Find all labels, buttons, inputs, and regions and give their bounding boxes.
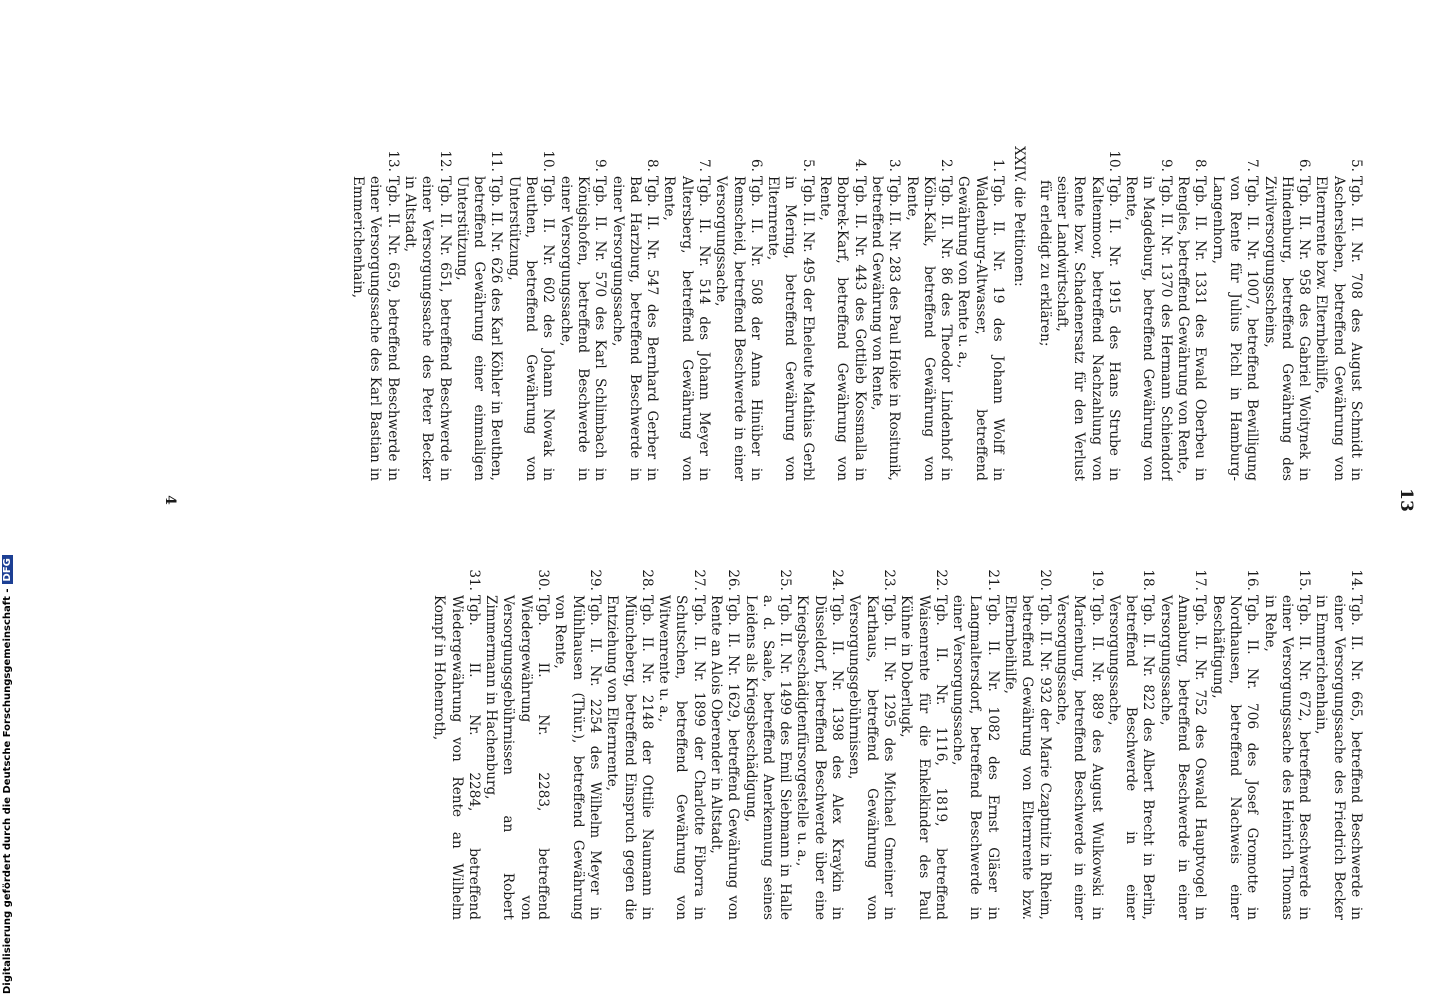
entry-text: Tgb. II. Nr. 706 des Josef Gromotte in Nordhausen, betreffend Nachweis einer Beschäftigung, (1209, 595, 1261, 920)
entry-number: 21. (984, 569, 1001, 591)
entry-number: 1. (990, 159, 1007, 172)
petition-entry (1001, 565, 1053, 920)
entry-number: 27. (690, 569, 707, 591)
entry-number: 29. (586, 569, 603, 591)
petition-entry (349, 146, 401, 481)
entry-text: Tgb. II. Nr. 508 der Anna Hinüber in Remscheid, betreffend Beschwerde in einer Versorgungssache, (713, 176, 764, 481)
entry-text: Tgb. II. Nr. 2284, betreffend Wiedergewährung von Rente an Wilhelm Kompf in Hohenroth, (431, 595, 482, 920)
entry-number: 15. (1296, 569, 1313, 591)
petition-entry (712, 146, 764, 481)
petition-entry (741, 565, 793, 920)
entry-text: Tgb. II. Nr. 1499 des Emil Siebmann in Halle a. d. Saale, betreffend Anerkennung seines Leidens als Kriegsbeschädigung, (742, 595, 794, 920)
dfg-logo: DFG (2, 555, 13, 584)
petition-entry (1174, 146, 1209, 481)
entry-number: 9. (592, 159, 609, 172)
petition-entry (868, 146, 903, 481)
right-column (204, 565, 1364, 920)
entry-number: 7. (1244, 159, 1261, 172)
petition-entry (949, 565, 1001, 920)
petition-entry (482, 565, 551, 920)
entry-text: Tgb. II. Nr. 665, betreffend Beschwerde in einer Versorgungssache des Friedrich Becker in Emmerichenhain, (1313, 595, 1364, 920)
entry-text: Tgb. II. Nr. 443 des Gottlieb Kossmalla in Bobrek-Karf, betreffend Gewährung von Rente, (817, 176, 868, 481)
entry-number: 17. (1192, 569, 1209, 591)
entry-list-before (1053, 146, 1364, 481)
entry-text: Tgb. II. Nr. 1899 der Charlotte Fiborra in Schutschen, betreffend Gewährung von Witwenrente u. a., (656, 595, 707, 920)
petition-entry (504, 146, 556, 481)
entry-text: Tgb. II. Nr. 2254 des Wilhelm Meyer in Mühlhausen (Thür.), betreffend Gewährung von Rente, (552, 595, 603, 920)
entry-text: Tgb. II. Nr. 1398 des Alex Kraykin in Düsseldorf, betreffend Beschwerde über eine Kriegsbeschädigtenfürsorgestelle u. a., (794, 595, 846, 920)
entry-text: Tgb. II. Nr. 1915 des Hans Strube in Kaltenmoor, betreffend Nachzahlung von Rente bzw. Schadenersatz für den Verlust seiner Landwirtschaft, (1053, 176, 1122, 481)
entry-text: Tgb. II. Nr. 514 des Johann Meyer in Altersberg, betreffend Gewährung von Rente, (661, 176, 713, 481)
entry-number: 10. (540, 150, 557, 172)
entry-number: 31. (465, 569, 482, 591)
petition-entry (660, 146, 712, 481)
entry-number: 24. (829, 569, 846, 591)
entry-number: 8. (1192, 159, 1209, 172)
entry-text: Tgb. II. Nr. 651, betreffend Beschwerde in einer Versorgungssache des Peter Becker in Altstadt, (401, 176, 453, 481)
entry-text: Tgb. II. Nr. 1116, 1819, betreffend Waisenrente für die Enkelkinder des Paul Kühne in Doberlugk, (898, 595, 949, 920)
petition-entry (902, 146, 954, 481)
entry-text: Tgb. II. Nr. 626 des Karl Köhler in Beuthen, betreffend Gewährung einer einmaligen Unterstützung, (453, 176, 505, 481)
petition-entry (556, 146, 608, 481)
entry-number: 20. (1036, 569, 1053, 591)
entry-text: Tgb. II. Nr. 1370 des Hermann Schiendorf in Magdeburg, betreffend Gewährung von Rente, (1123, 176, 1174, 481)
funding-credit-text: Digitalisierung gefördert durch die Deutsche Forschungsgemeinschaft - (2, 588, 13, 994)
entry-number: 12. (436, 150, 453, 172)
entry-number: 14. (1348, 569, 1364, 591)
petition-entry (1053, 146, 1122, 481)
entry-number: 4. (851, 159, 868, 172)
entry-text: Tgb. II. Nr. 889 des August Wulkowski in Marienburg, betreffend Beschwerde in einer Versorgungssache, (1053, 595, 1105, 920)
entry-number: 5. (1348, 159, 1364, 172)
entry-text: Tgb. II. Nr. 2148 der Ottilie Naumann in Müncheberg, betreffend Einspruch gegen die Entziehung von Elternrente, (604, 595, 655, 920)
footer-signature-mark: 4 (162, 495, 178, 505)
petition-entry (816, 146, 868, 481)
petition-entry (845, 565, 897, 920)
petition-entry (1208, 146, 1260, 481)
entry-text: Tgb. II. Nr. 19 des Johann Wolff in Waldenburg-Altwasser, betreffend Gewährung von Rente u. a., (955, 176, 1007, 481)
entry-number: 18. (1140, 569, 1157, 591)
entry-text: Tgb. II. Nr. 708 des August Schmidt in Aschersleben, betreffend Gewährung von Elternrente bzw. Elternbeihilfe, (1313, 176, 1364, 481)
entry-number: 6. (1296, 159, 1313, 172)
entry-number: 9. (1157, 159, 1174, 172)
petition-entry (793, 565, 845, 920)
petition-entry (1260, 146, 1312, 481)
entry-text: Tgb. II. Nr. 1629, betreffend Gewährung von Rente an Alois Oberender in Altstadt, (708, 595, 742, 920)
entry-text: Tgb. II. Nr. 283 des Paul Hoike in Rositunik, betreffend Gewährung von Rente, (868, 176, 903, 481)
entry-number: 6. (747, 159, 764, 172)
entry-number: 22. (932, 569, 949, 591)
entry-number: 30. (535, 569, 552, 591)
petition-entry (1053, 565, 1105, 920)
entry-text: Tgb. II. Nr. 822 des Albert Brecht in Berlin, betreffend Beschwerde in einer Versorgungssache, (1105, 595, 1157, 920)
entry-number: 25. (777, 569, 794, 591)
declared-line: für erledigt zu erklären; (1036, 180, 1053, 347)
entry-number: 28. (638, 569, 655, 591)
entry-text: Tgb. II. Nr. 602 des Johann Nowak in Beuthen, betreffend Gewährung von Unterstützung, (505, 176, 557, 481)
entry-number: 16. (1244, 569, 1261, 591)
entry-text: Tgb. II. Nr. 958 des Gabriel Woitynek in Hindenburg, betreffend Gewährung des Zivilversorgungsscheins, (1261, 176, 1313, 481)
petition-entry (1312, 146, 1364, 481)
petition-entry (1260, 565, 1312, 920)
petition-entry (1312, 565, 1364, 920)
left-column (204, 146, 1364, 481)
petition-entry (401, 146, 453, 481)
petition-entry (430, 565, 482, 920)
petition-entry (1208, 565, 1260, 920)
entry-number: 3. (886, 159, 903, 172)
entry-text: Tgb. II. Nr. 1295 des Michael Gmeiner in Karthaus, betreffend Gewährung von Versorgungsgebührnissen, (846, 595, 897, 920)
entry-text: Tgb. II. Nr. 570 des Karl Schlimbach in Königshofen, betreffend Beschwerde in einer Versorgungssache, (557, 176, 609, 481)
entry-text: Tgb. II. Nr. 2283, betreffend Wiedergewährung von Versorgungsgebührnissen an Robert Zimmermann in Hachenburg, (483, 595, 552, 920)
entry-text: Tgb. II. Nr. 495 der Eheleute Mathias Gerbl in Mering, betreffend Gewährung von Elternrente, (765, 176, 816, 481)
entry-number: 5. (799, 159, 816, 172)
petition-entry (603, 565, 655, 920)
petition-entry (1122, 146, 1174, 481)
entry-number: 2. (938, 159, 955, 172)
entry-number: 7. (696, 159, 713, 172)
petition-entry (655, 565, 707, 920)
entry-text: Tgb. II. Nr. 752 des Oswald Hauptvogel in Annaburg, betreffend Beschwerde in einer Versorgungssache, (1157, 595, 1209, 920)
entry-list-after (349, 146, 1006, 481)
entry-number: 13. (384, 150, 401, 172)
entry-text: Tgb. II. Nr. 1007, betreffend Bewilligung von Rente für Julius Pichl in Hamburg-Langenhorn, (1209, 176, 1261, 481)
entry-number: 26. (725, 569, 742, 591)
petition-entry (608, 146, 660, 481)
funding-credit (2, 555, 13, 994)
petition-entry (764, 146, 816, 481)
petition-entry (453, 146, 505, 481)
section-heading: XXIV. die Petitionen: (1011, 146, 1028, 287)
entry-text: Tgb. II. Nr. 86 des Theodor Lindenhof in Köln-Kalk, betreffend Gewährung von Rente, (903, 176, 955, 481)
entry-text: Tgb. II. Nr. 932 der Marie Czaptnitz in Rheim, betreffend Gewährung von Elternrente bzw. Elternbeihilfe, (1002, 595, 1053, 920)
petition-entry (954, 146, 1006, 481)
entry-text: Tgb. II. Nr. 659, betreffend Beschwerde in einer Versorgungssache des Karl Bastian in Emmerichenhain, (350, 176, 401, 481)
petition-entry (1156, 565, 1208, 920)
entry-number: 11. (488, 150, 505, 172)
entry-number: 19. (1088, 569, 1105, 591)
entry-text: Tgb. II. Nr. 672, betreffend Beschwerde in einer Versorgungssache des Heinrich Thomas in Rehe, (1261, 595, 1313, 920)
entry-text: Tgb. II. Nr. 1082 des Ernst Gläser in Langmaltersdorf, betreffend Beschwerde in einer Versorgungssache, (950, 595, 1001, 920)
entry-text: Tgb. II. Nr. 1331 des Ewald Oberbeu in Rengles, betreffend Gewährung von Rente, (1175, 176, 1209, 481)
entry-number: 8. (644, 159, 661, 172)
petition-entry (897, 565, 949, 920)
entry-text: Tgb. II. Nr. 547 des Bernhard Gerber in Bad Harzburg, betreffend Beschwerde in einer Versorgungssache, (609, 176, 661, 481)
page-number: 13 (1396, 488, 1416, 512)
entry-list-right (430, 565, 1364, 920)
petition-entry (551, 565, 603, 920)
entry-number: 23. (880, 569, 897, 591)
entry-number: 10. (1105, 150, 1122, 172)
petition-entry (1105, 565, 1157, 920)
petition-entry (707, 565, 742, 920)
